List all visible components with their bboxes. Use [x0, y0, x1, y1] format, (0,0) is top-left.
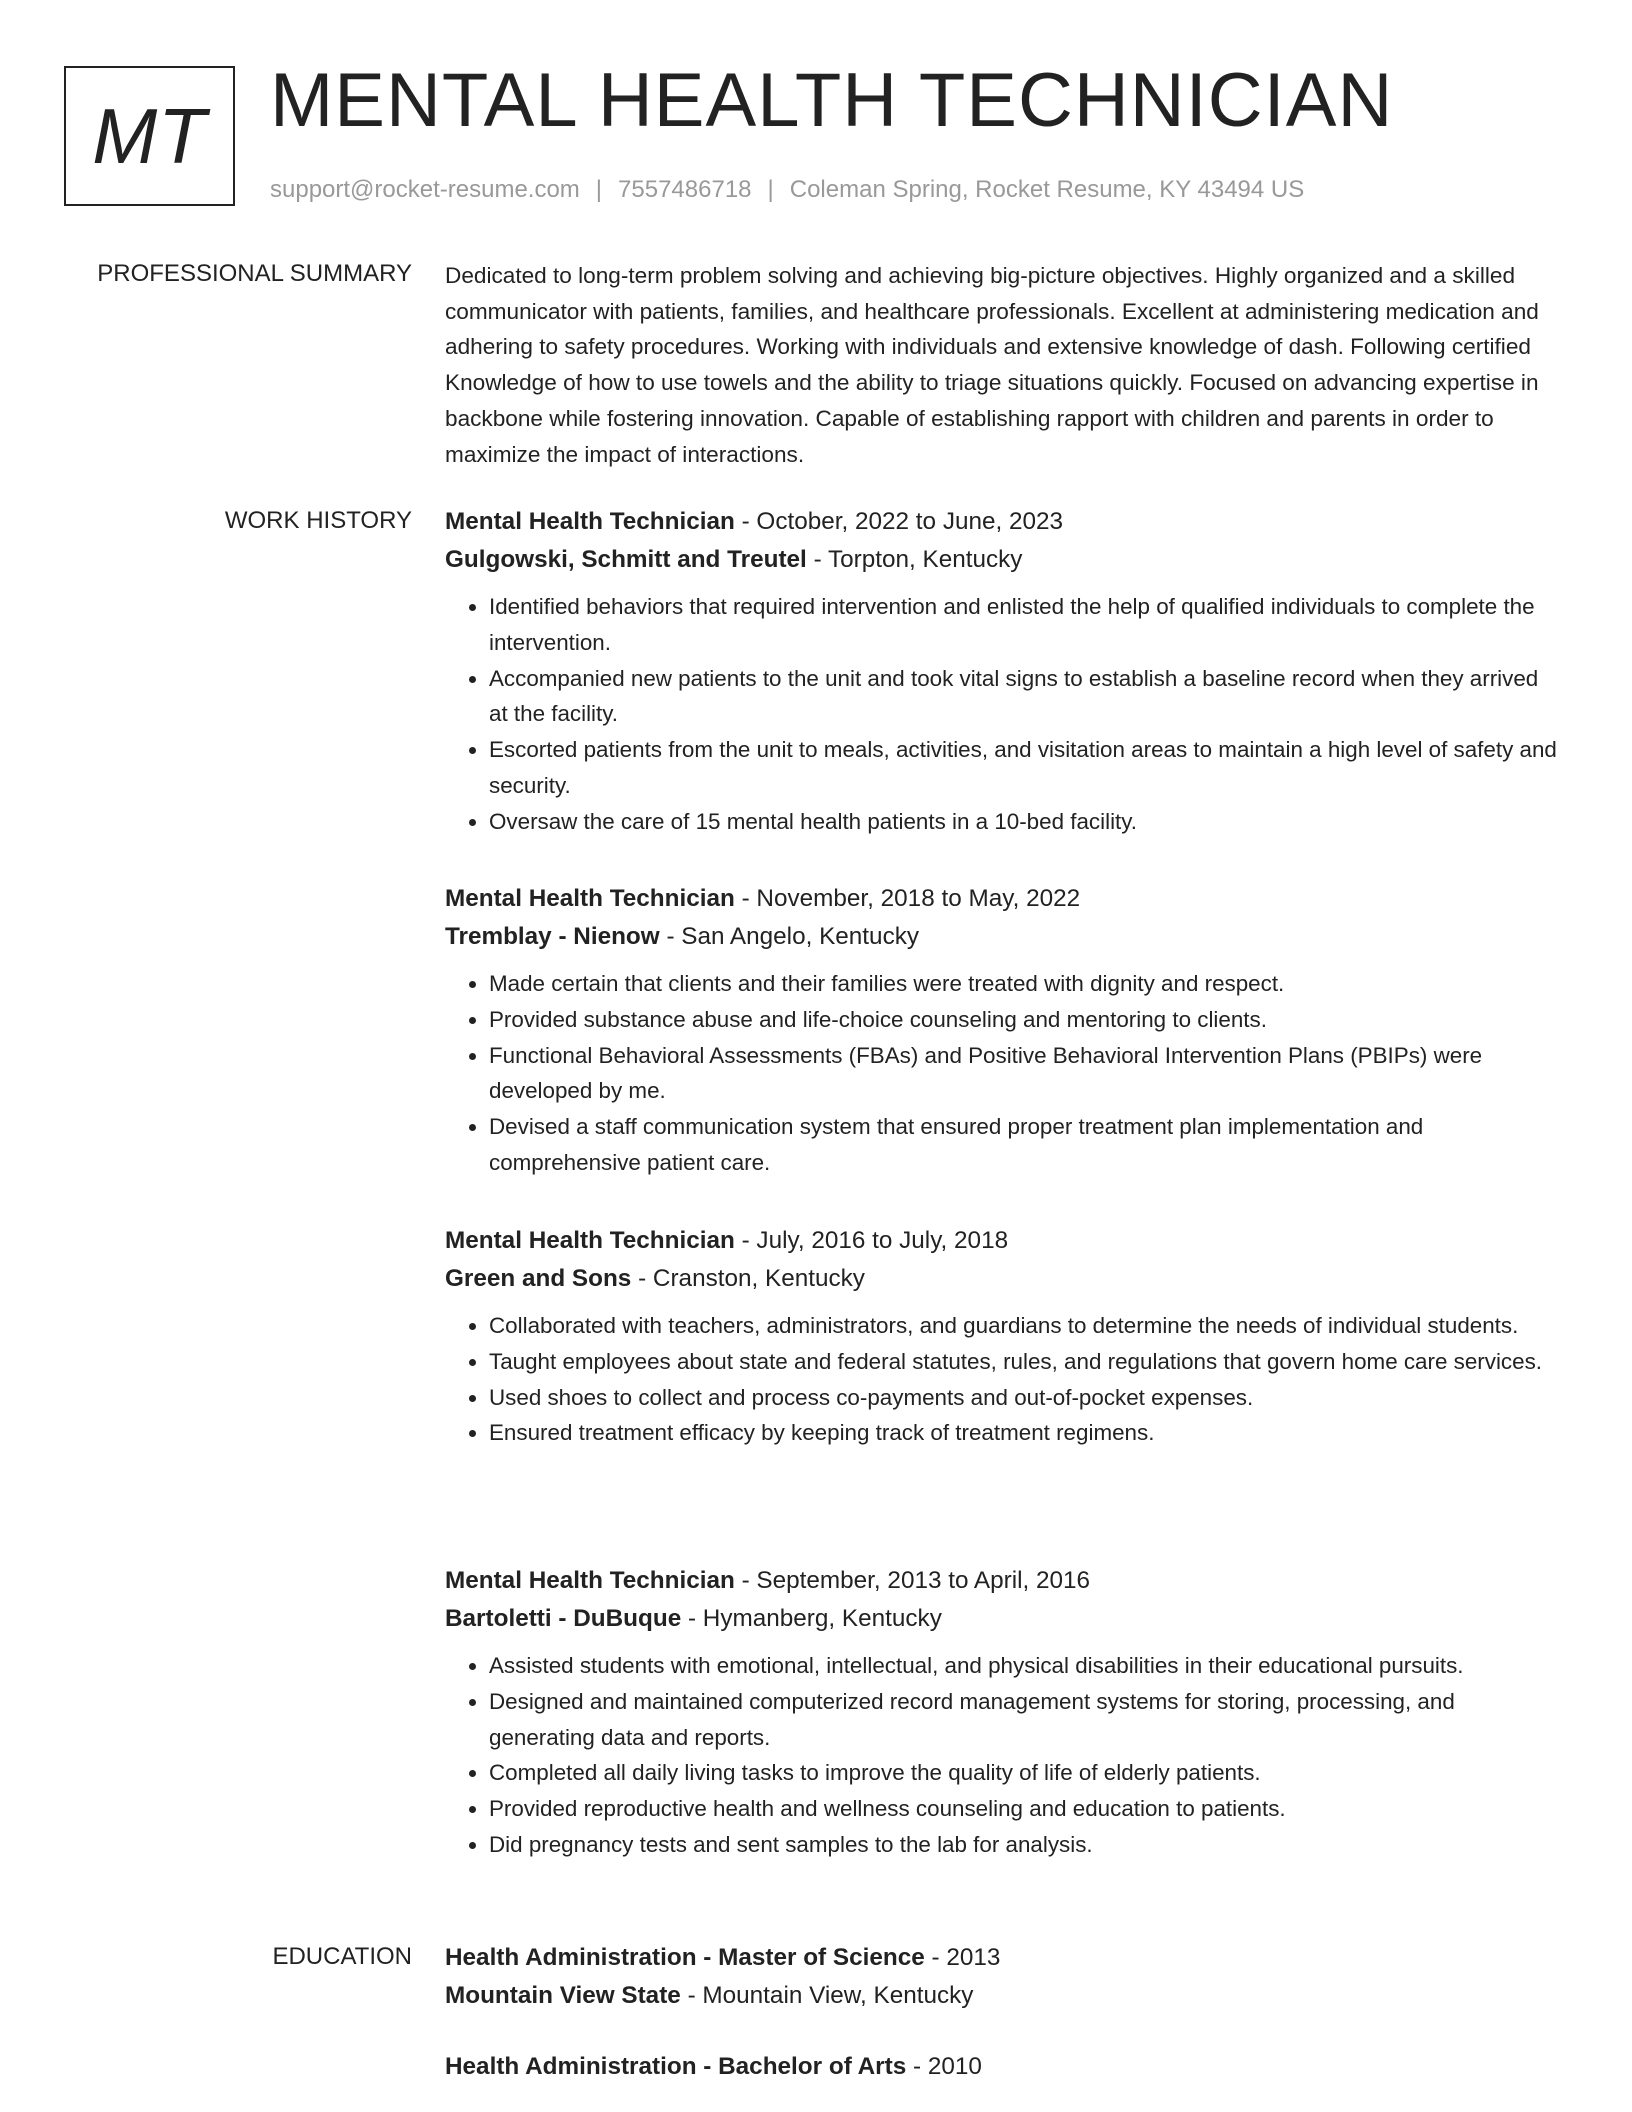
job-dates: - July, 2016 to July, 2018: [734, 1227, 1009, 1254]
job-title-line: [445, 503, 1560, 541]
job-dates: - October, 2022 to June, 2023: [734, 508, 1064, 535]
summary-text: Dedicated to long-term problem solving and achieving big-picture objectives. Highly organized and a skilled communicator with patients, families, and healthcare professionals. Excellent at administering medication and adhering to safety procedures. Working with individuals and extensive knowledge of dash. Following certified Knowledge of how to use towels and the ability to triage situations quickly. Focused on advancing expertise in backbone while fostering innovation. Capable of establishing rapport with children and parents in order to maximize the impact of interactions.: [445, 263, 1539, 467]
job-bullet: • Assisted students with emotional, intellectual, and physical disabilities in their educational pursuits.: [489, 1648, 1560, 1684]
job-bullet: • Accompanied new patients to the unit and took vital signs to establish a baseline record when they arrived at the facility.: [489, 661, 1560, 733]
job-title: Mental Health Technician: [445, 1567, 735, 1594]
job-location: - Torpton, Kentucky: [806, 546, 1023, 573]
job-bullet: • Oversaw the care of 15 mental health patients in a 10-bed facility.: [489, 804, 1560, 840]
job-bullet: • Completed all daily living tasks to improve the quality of life of elderly patients.: [489, 1755, 1560, 1791]
education-degree-line: [445, 1939, 1560, 1977]
job-bullet: • Taught employees about state and federal statutes, rules, and regulations that govern home care services.: [489, 1344, 1560, 1380]
job-bullet: • Identified behaviors that required intervention and enlisted the help of qualified individuals to complete the intervention.: [489, 589, 1560, 661]
monogram-logo: MT: [64, 66, 235, 206]
job-title-line: [445, 1222, 1560, 1260]
job-bullet: • Designed and maintained computerized record management systems for storing, processing, and generating data and reports.: [489, 1684, 1560, 1756]
job-company-line: [445, 1600, 1560, 1638]
job-company-line: [445, 918, 1560, 956]
job-title: Mental Health Technician: [445, 508, 735, 535]
job-company-line: [445, 1260, 1560, 1298]
job-bullet: • Devised a staff communication system that ensured proper treatment plan implementation and comprehensive patient care.: [489, 1109, 1560, 1181]
job-bullets: [445, 1648, 1560, 1863]
job-company: Bartoletti - DuBuque: [445, 1605, 682, 1632]
job-company-line: [445, 541, 1560, 579]
job-company: Tremblay - Nienow: [445, 923, 660, 950]
contact-line: [270, 174, 1304, 206]
contact-address: Coleman Spring, Rocket Resume, KY 43494 US: [789, 176, 1305, 203]
job-bullet: • Ensured treatment efficacy by keeping track of treatment regimens.: [489, 1415, 1560, 1451]
job-bullet: • Made certain that clients and their families were treated with dignity and respect.: [489, 966, 1560, 1002]
job-title: Mental Health Technician: [445, 1227, 735, 1254]
education-degree-line: [445, 2048, 1560, 2086]
education-location: - Mountain View, Kentucky: [680, 1982, 974, 2009]
education-school-line: [445, 1977, 1560, 2015]
job-bullets: [445, 1308, 1560, 1451]
job-location: - Cranston, Kentucky: [631, 1265, 865, 1292]
education-school: Mountain View State: [445, 1982, 681, 2009]
job-dates: - September, 2013 to April, 2016: [734, 1567, 1091, 1594]
job-title: Mental Health Technician: [445, 885, 735, 912]
contact-separator: |: [767, 176, 774, 203]
job-title-line: [445, 880, 1560, 918]
contact-email[interactable]: support@rocket-resume.com: [270, 176, 580, 203]
job-location: - Hymanberg, Kentucky: [681, 1605, 942, 1632]
education-degree: Health Administration - Bachelor of Arts: [445, 2053, 907, 2080]
job-bullet: • Did pregnancy tests and sent samples to the lab for analysis.: [489, 1827, 1560, 1863]
job-entry: [445, 880, 1560, 1181]
job-company: Gulgowski, Schmitt and Treutel: [445, 546, 807, 573]
job-bullet: • Provided reproductive health and wellness counseling and education to patients.: [489, 1791, 1560, 1827]
job-entry: [445, 503, 1560, 840]
resume-title: MENTAL HEALTH TECHNICIAN: [270, 58, 1394, 143]
contact-phone[interactable]: 7557486718: [618, 176, 752, 203]
job-entry: [445, 1222, 1560, 1451]
job-dates: - November, 2018 to May, 2022: [734, 885, 1081, 912]
education-degree: Health Administration - Master of Science: [445, 1944, 925, 1971]
education-entry: [445, 2048, 1560, 2086]
job-bullets: [445, 966, 1560, 1181]
job-company: Green and Sons: [445, 1265, 632, 1292]
section-label-summary: PROFESSIONAL SUMMARY: [97, 260, 412, 287]
job-bullet: • Provided substance abuse and life-choice counseling and mentoring to clients.: [489, 1002, 1560, 1038]
job-location: - San Angelo, Kentucky: [659, 923, 920, 950]
job-bullet: • Functional Behavioral Assessments (FBAs) and Positive Behavioral Intervention Plans (PBIPs) were developed by me.: [489, 1038, 1560, 1110]
education-entry: [445, 1939, 1560, 2015]
job-entry: [445, 1562, 1560, 1863]
section-label-work-history: WORK HISTORY: [224, 507, 412, 534]
contact-separator: |: [595, 176, 603, 203]
job-bullet: • Used shoes to collect and process co-payments and out-of-pocket expenses.: [489, 1380, 1560, 1416]
section-label-education: EDUCATION: [272, 1943, 412, 1970]
education-year: - 2013: [924, 1944, 1001, 1971]
job-bullet: • Collaborated with teachers, administrators, and guardians to determine the needs of individual students.: [489, 1308, 1560, 1344]
job-bullet: • Escorted patients from the unit to meals, activities, and visitation areas to maintain a high level of safety and security.: [489, 732, 1560, 804]
job-bullets: [445, 589, 1560, 840]
job-title-line: [445, 1562, 1560, 1600]
education-year: - 2010: [906, 2053, 982, 2080]
